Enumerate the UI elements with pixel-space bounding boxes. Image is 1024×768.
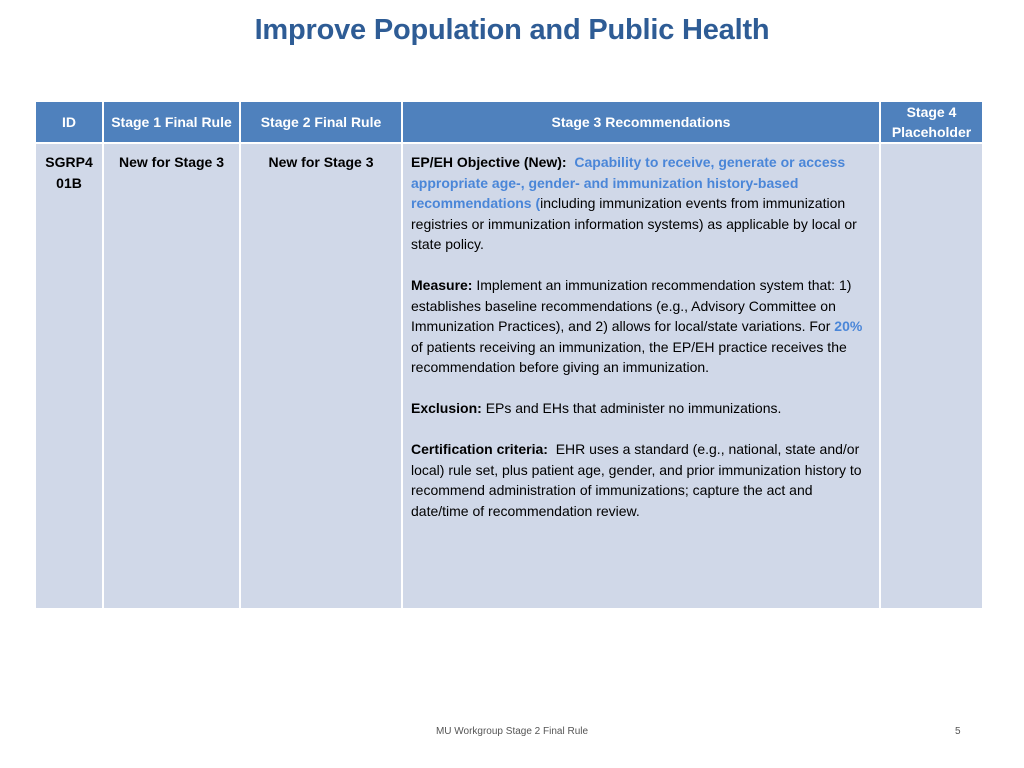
header-id: ID: [35, 101, 103, 143]
recommendations-table: [34, 100, 984, 610]
objective-paragraph: [411, 152, 871, 255]
cell-stage4: [880, 143, 983, 609]
header-stage2: Stage 2 Final Rule: [240, 101, 402, 143]
slide-title: Improve Population and Public Health: [254, 14, 770, 46]
table-header-row: [35, 101, 983, 143]
header-stage1: Stage 1 Final Rule: [103, 101, 240, 143]
header-stage4: Stage 4 Placeholder: [880, 101, 983, 143]
exclusion-label: Exclusion:: [411, 400, 482, 416]
cell-stage2: New for Stage 3: [240, 143, 402, 609]
cell-stage3: [402, 143, 880, 609]
measure-percent: 20%: [834, 318, 863, 334]
exclusion-text: EPs and EHs that administer no immunizations.: [485, 400, 782, 416]
cell-id: SGRP4 01B: [35, 143, 103, 609]
cell-stage1: New for Stage 3: [103, 143, 240, 609]
objective-label: EP/EH Objective (New):: [411, 154, 567, 170]
certification-text: EHR uses a standard (e.g., national, state and/or local) rule set, plus patient age, gender, and prior immunization history to recommend administration of immunizations; capture the act and date/time of recommendation review.: [411, 441, 862, 519]
table-row: [35, 143, 983, 609]
certification-label: Certification criteria:: [411, 441, 548, 457]
footer-text: MU Workgroup Stage 2 Final Rule: [435, 726, 589, 737]
certification-paragraph: [411, 439, 871, 521]
exclusion-paragraph: [411, 398, 871, 419]
objective-text: including immunization events from immunization registries or immunization information systems) as applicable by local or state policy.: [411, 195, 857, 252]
measure-text-1: Implement an immunization recommendation system that: 1) establishes baseline recommendations (e.g., Advisory Committee on Immunization Practices), and 2) allows for local/state variations. For: [411, 277, 852, 334]
page-number: 5: [955, 726, 961, 737]
measure-text-2: of patients receiving an immunization, the EP/EH practice receives the recommendation before giving an immunization.: [411, 338, 847, 375]
measure-paragraph: [411, 275, 871, 378]
header-stage3: Stage 3 Recommendations: [402, 101, 880, 143]
objective-highlight: Capability to receive, generate or access appropriate age-, gender- and immunization history-based recommendations (: [411, 154, 846, 211]
measure-label: Measure:: [411, 277, 473, 293]
